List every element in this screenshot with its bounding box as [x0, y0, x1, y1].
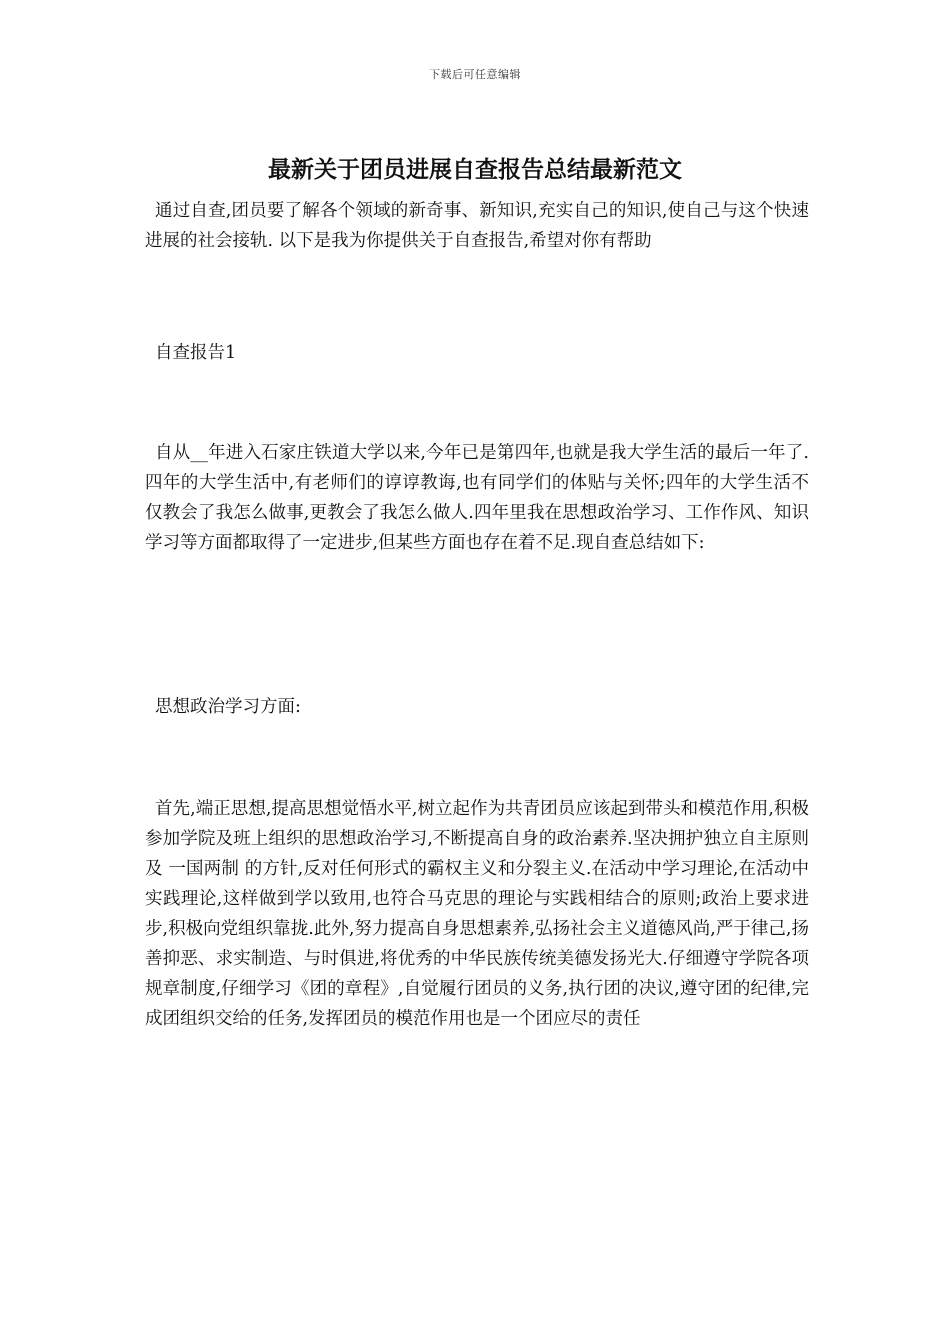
body-paragraph-1: 自从__年进入石家庄铁道大学以来,今年已是第四年,也就是我大学生活的最后一年了.四年的大学生活中,有老师们的谆谆教诲,也有同学们的体贴与关怀;四年的大学生活不仅教会了我怎么做事,更教会了我怎么做人.四年里我在思想政治学习、工作作风、知识学习等方面都取得了一定进步,但某些方面也存在着不足.现自查总结如下: — [145, 443, 809, 553]
document-title: 最新关于团员进展自查报告总结最新范文 — [268, 156, 682, 183]
report-heading: 自查报告1 — [155, 343, 237, 363]
section-heading-political-study: 思想政治学习方面: — [155, 697, 301, 717]
body-paragraph-2: 首先,端正思想,提高思想觉悟水平,树立起作为共青团员应该起到带头和模范作用,积极参加学院及班上组织的思想政治学习,不断提高自身的政治素养.坚决拥护独立自主原则及 一国两制 的方针,反对任何形式的霸权主义和分裂主义.在活动中学习理论,在活动中实践理论,这样做到学以致用,也符合马克思的理论与实践相结合的原则;政治上要求进步,积极向党组织靠拢.此外,努力提高自身思想素养,弘扬社会主义道德风尚,严于律己,扬善抑恶、求实制造、与时俱进,将优秀的中华民族传统美德发扬光大.仔细遵守学院各项规章制度,仔细学习《团的章程》,自觉履行团员的义务,执行团的决议,遵守团的纪律,完成团组织交给的任务,发挥团员的模范作用也是一个团应尽的责任 — [145, 799, 809, 1029]
page-header-note: 下载后可任意编辑 — [429, 68, 521, 81]
intro-paragraph: 通过自查,团员要了解各个领域的新奇事、新知识,充实自己的知识,使自己与这个快速进展的社会接轨. 以下是我为你提供关于自查报告,希望对你有帮助 — [145, 201, 809, 251]
